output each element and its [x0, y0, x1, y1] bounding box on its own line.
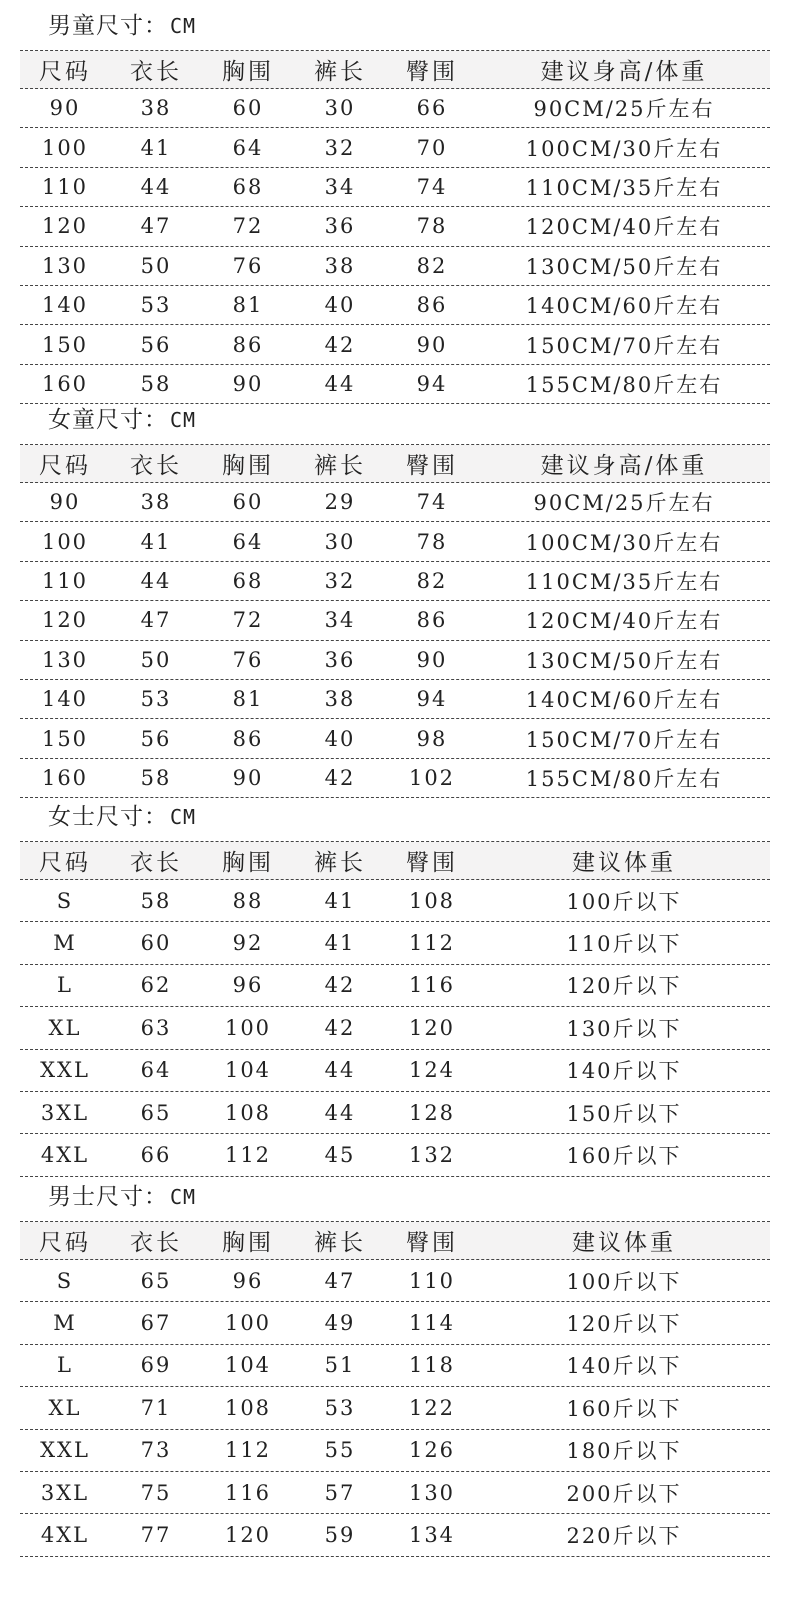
table-cell: 57	[324, 1480, 356, 1505]
table-row	[20, 1430, 770, 1472]
table-cell: 66	[140, 1143, 172, 1168]
table-cell: M	[53, 931, 77, 956]
header-cell: 衣长	[130, 1230, 182, 1256]
table-cell: 69	[140, 1353, 172, 1378]
table-cell: 40	[324, 293, 356, 318]
table-cell: 38	[324, 687, 356, 712]
table-cell: 130CM/50斤左右	[525, 254, 723, 279]
table-cell: 82	[416, 568, 448, 593]
table-row	[20, 286, 770, 325]
table-cell: 86	[232, 332, 264, 357]
table-cell: 116	[224, 1480, 272, 1505]
table-cell: 114	[408, 1311, 456, 1336]
table-cell: 122	[408, 1395, 456, 1420]
table-cell: 90	[416, 332, 448, 357]
table-cell: 65	[140, 1100, 172, 1125]
table-cell: 58	[140, 765, 172, 790]
table-cell: 42	[324, 332, 356, 357]
table-cell: 160斤以下	[566, 1144, 682, 1169]
table-cell: 60	[232, 96, 264, 121]
table-cell: 90	[232, 371, 264, 396]
table-cell: 128	[408, 1100, 456, 1125]
table-cell: 78	[416, 529, 448, 554]
header-cell: 胸围	[222, 59, 274, 85]
table-cell: 44	[324, 1058, 356, 1083]
table-cell: 67	[140, 1311, 172, 1336]
section-title	[48, 400, 196, 440]
table-cell: 40	[324, 726, 356, 751]
table-cell: 160	[41, 765, 89, 790]
section-title	[48, 6, 196, 46]
table-cell: 98	[416, 726, 448, 751]
table-cell: 70	[416, 135, 448, 160]
header-cell: 裤长	[314, 1230, 366, 1256]
table-cell: 74	[416, 174, 448, 199]
table-cell: 41	[324, 888, 356, 913]
table-header-row	[20, 445, 770, 483]
table-cell: 90	[416, 647, 448, 672]
table-row	[20, 1092, 770, 1134]
table-row	[20, 680, 770, 719]
table-cell: 47	[324, 1268, 356, 1293]
table-cell: 108	[408, 888, 456, 913]
table-cell: 45	[324, 1143, 356, 1168]
table-cell: 130	[408, 1480, 456, 1505]
table-cell: 124	[408, 1058, 456, 1083]
table-header-row	[20, 51, 770, 89]
table-cell: 55	[324, 1438, 356, 1463]
table-cell: 132	[408, 1143, 456, 1168]
table-cell: 4XL	[40, 1523, 90, 1548]
table-row	[20, 965, 770, 1007]
header-cell: 建议体重	[572, 850, 676, 876]
header-cell: 尺码	[39, 850, 91, 876]
table-cell: 86	[416, 293, 448, 318]
table-cell: S	[56, 1268, 74, 1293]
table-cell: 34	[324, 174, 356, 199]
table-cell: 56	[140, 332, 172, 357]
header-cell: 建议身高/体重	[540, 453, 708, 479]
table-cell: 112	[224, 1438, 272, 1463]
table-cell: 126	[408, 1438, 456, 1463]
table-cell: 30	[324, 529, 356, 554]
table-cell: 94	[416, 371, 448, 396]
header-cell: 臀围	[406, 453, 458, 479]
table-cell: 150斤以下	[566, 1101, 682, 1126]
table-cell: XXL	[40, 1438, 90, 1463]
table-cell: 44	[140, 568, 172, 593]
table-cell: 30	[324, 96, 356, 121]
header-cell: 臀围	[406, 850, 458, 876]
table-cell: 155CM/80斤左右	[525, 372, 723, 397]
table-cell: 44	[140, 174, 172, 199]
table-cell: 112	[408, 931, 456, 956]
table-cell: 64	[232, 135, 264, 160]
table-cell: 38	[140, 490, 172, 515]
table-cell: 150CM/70斤左右	[525, 727, 723, 752]
table-cell: 32	[324, 568, 356, 593]
table-cell: 53	[140, 687, 172, 712]
table-row	[20, 207, 770, 246]
table-cell: 200斤以下	[566, 1481, 682, 1506]
header-cell: 胸围	[222, 850, 274, 876]
table-cell: 116	[408, 973, 456, 998]
header-cell: 尺码	[39, 1230, 91, 1256]
table-row	[20, 89, 770, 128]
table-cell: 110	[408, 1268, 456, 1293]
table-row	[20, 1345, 770, 1387]
table-cell: 120	[41, 608, 89, 633]
table-cell: 86	[416, 608, 448, 633]
table-row	[20, 1260, 770, 1302]
table-cell: 120CM/40斤左右	[525, 609, 723, 634]
table-cell: 120CM/40斤左右	[525, 215, 723, 240]
size-table	[20, 841, 770, 1177]
table-cell: 90CM/25斤左右	[533, 491, 715, 516]
table-cell: 78	[416, 214, 448, 239]
table-cell: 100斤以下	[566, 1269, 682, 1294]
section-unit: CM	[170, 805, 197, 829]
table-cell: 160	[41, 371, 89, 396]
table-cell: 72	[232, 214, 264, 239]
section-title	[48, 797, 196, 837]
header-cell: 裤长	[314, 453, 366, 479]
table-cell: 100	[224, 1015, 272, 1040]
table-row	[20, 1472, 770, 1514]
header-cell: 臀围	[406, 1230, 458, 1256]
table-cell: 49	[324, 1311, 356, 1336]
table-cell: 104	[224, 1353, 272, 1378]
table-cell: 100	[41, 529, 89, 554]
table-cell: 110	[41, 568, 89, 593]
table-cell: 65	[140, 1268, 172, 1293]
header-cell: 建议身高/体重	[540, 59, 708, 85]
table-row	[20, 522, 770, 561]
table-cell: 3XL	[40, 1480, 90, 1505]
section-title-text: 女童尺寸：	[48, 407, 168, 433]
table-cell: 58	[140, 888, 172, 913]
size-table	[20, 1221, 770, 1557]
table-cell: 34	[324, 608, 356, 633]
table-cell: 68	[232, 568, 264, 593]
table-cell: 4XL	[40, 1143, 90, 1168]
section-title-text: 男士尺寸：	[48, 1184, 168, 1210]
header-cell: 裤长	[314, 850, 366, 876]
table-cell: 74	[416, 490, 448, 515]
table-cell: 36	[324, 647, 356, 672]
size-table	[20, 444, 770, 798]
table-row	[20, 325, 770, 364]
table-cell: 104	[224, 1058, 272, 1083]
table-cell: 150	[41, 726, 89, 751]
table-cell: 112	[224, 1143, 272, 1168]
table-cell: 140CM/60斤左右	[525, 294, 723, 319]
table-cell: 108	[224, 1100, 272, 1125]
table-cell: 42	[324, 1015, 356, 1040]
table-cell: 120	[408, 1015, 456, 1040]
table-cell: 29	[324, 490, 356, 515]
table-cell: 44	[324, 1100, 356, 1125]
table-cell: 140斤以下	[566, 1354, 682, 1379]
table-cell: 96	[232, 973, 264, 998]
table-row	[20, 365, 770, 404]
table-cell: L	[57, 1353, 73, 1378]
table-row	[20, 880, 770, 922]
table-cell: 51	[324, 1353, 356, 1378]
table-cell: 180斤以下	[566, 1439, 682, 1464]
table-cell: 42	[324, 973, 356, 998]
table-header-row	[20, 1222, 770, 1260]
table-cell: XL	[48, 1015, 82, 1040]
table-row	[20, 562, 770, 601]
size-table	[20, 50, 770, 404]
table-cell: 100	[224, 1311, 272, 1336]
table-cell: 38	[324, 253, 356, 278]
table-cell: 41	[324, 931, 356, 956]
table-cell: 120	[224, 1523, 272, 1548]
table-cell: 3XL	[40, 1100, 90, 1125]
table-row	[20, 1387, 770, 1429]
table-row	[20, 168, 770, 207]
header-cell: 衣长	[130, 453, 182, 479]
table-cell: XL	[48, 1395, 82, 1420]
table-row	[20, 759, 770, 798]
section-unit: CM	[170, 408, 197, 432]
header-cell: 衣长	[130, 850, 182, 876]
table-cell: 110CM/35斤左右	[525, 175, 723, 200]
table-cell: 60	[140, 931, 172, 956]
table-cell: 92	[232, 931, 264, 956]
table-cell: M	[53, 1311, 77, 1336]
table-cell: 108	[224, 1395, 272, 1420]
table-cell: 150CM/70斤左右	[525, 333, 723, 358]
section-unit: CM	[170, 1185, 197, 1209]
table-cell: 50	[140, 647, 172, 672]
table-cell: 100CM/30斤左右	[525, 530, 723, 555]
table-cell: 56	[140, 726, 172, 751]
table-cell: 86	[232, 726, 264, 751]
table-row	[20, 483, 770, 522]
table-row	[20, 719, 770, 758]
table-cell: 90	[49, 490, 81, 515]
table-cell: 71	[140, 1395, 172, 1420]
section-title	[48, 1177, 196, 1217]
table-cell: 120斤以下	[566, 1312, 682, 1337]
table-cell: 100	[41, 135, 89, 160]
header-cell: 尺码	[39, 59, 91, 85]
table-cell: 155CM/80斤左右	[525, 766, 723, 791]
table-cell: 63	[140, 1015, 172, 1040]
table-cell: 53	[324, 1395, 356, 1420]
table-cell: 130CM/50斤左右	[525, 648, 723, 673]
table-cell: 58	[140, 371, 172, 396]
table-cell: 64	[140, 1058, 172, 1083]
table-cell: 44	[324, 371, 356, 396]
table-cell: 62	[140, 973, 172, 998]
table-cell: 160斤以下	[566, 1396, 682, 1421]
table-cell: 82	[416, 253, 448, 278]
table-cell: 47	[140, 214, 172, 239]
table-cell: 120	[41, 214, 89, 239]
table-cell: 140斤以下	[566, 1059, 682, 1084]
table-row	[20, 1134, 770, 1176]
table-cell: S	[56, 888, 74, 913]
table-cell: 94	[416, 687, 448, 712]
table-cell: L	[57, 973, 73, 998]
table-cell: 73	[140, 1438, 172, 1463]
table-cell: 64	[232, 529, 264, 554]
section-title-text: 男童尺寸：	[48, 13, 168, 39]
header-cell: 尺码	[39, 453, 91, 479]
section-unit: CM	[170, 14, 197, 38]
table-cell: 110斤以下	[566, 932, 682, 957]
table-cell: XXL	[40, 1058, 90, 1083]
table-cell: 140CM/60斤左右	[525, 688, 723, 713]
table-cell: 88	[232, 888, 264, 913]
section-title-text: 女士尺寸：	[48, 804, 168, 830]
table-cell: 134	[408, 1523, 456, 1548]
table-cell: 81	[232, 293, 264, 318]
table-row	[20, 922, 770, 964]
table-cell: 32	[324, 135, 356, 160]
header-cell: 裤长	[314, 59, 366, 85]
table-cell: 120斤以下	[566, 974, 682, 999]
table-cell: 96	[232, 1268, 264, 1293]
table-cell: 76	[232, 253, 264, 278]
table-cell: 140	[41, 687, 89, 712]
table-cell: 66	[416, 96, 448, 121]
table-cell: 90	[49, 96, 81, 121]
table-cell: 53	[140, 293, 172, 318]
table-cell: 76	[232, 647, 264, 672]
table-cell: 59	[324, 1523, 356, 1548]
table-row	[20, 128, 770, 167]
table-cell: 41	[140, 135, 172, 160]
table-cell: 41	[140, 529, 172, 554]
table-cell: 90	[232, 765, 264, 790]
table-cell: 50	[140, 253, 172, 278]
header-cell: 胸围	[222, 453, 274, 479]
table-cell: 77	[140, 1523, 172, 1548]
table-cell: 81	[232, 687, 264, 712]
table-cell: 72	[232, 608, 264, 633]
table-cell: 60	[232, 490, 264, 515]
table-row	[20, 247, 770, 286]
table-cell: 100CM/30斤左右	[525, 136, 723, 161]
table-cell: 90CM/25斤左右	[533, 97, 715, 122]
table-cell: 42	[324, 765, 356, 790]
header-cell: 臀围	[406, 59, 458, 85]
table-row	[20, 1514, 770, 1556]
table-cell: 38	[140, 96, 172, 121]
table-cell: 36	[324, 214, 356, 239]
table-row	[20, 1302, 770, 1344]
table-cell: 130	[41, 253, 89, 278]
table-cell: 47	[140, 608, 172, 633]
table-cell: 150	[41, 332, 89, 357]
header-cell: 衣长	[130, 59, 182, 85]
table-row	[20, 641, 770, 680]
header-cell: 建议体重	[572, 1230, 676, 1256]
table-cell: 100斤以下	[566, 889, 682, 914]
table-header-row	[20, 842, 770, 880]
table-cell: 102	[408, 765, 456, 790]
table-cell: 68	[232, 174, 264, 199]
header-cell: 胸围	[222, 1230, 274, 1256]
table-cell: 220斤以下	[566, 1524, 682, 1549]
table-row	[20, 601, 770, 640]
table-cell: 75	[140, 1480, 172, 1505]
table-cell: 130	[41, 647, 89, 672]
table-cell: 140	[41, 293, 89, 318]
table-cell: 118	[408, 1353, 456, 1378]
table-row	[20, 1007, 770, 1049]
table-cell: 130斤以下	[566, 1016, 682, 1041]
table-cell: 110CM/35斤左右	[525, 569, 723, 594]
table-cell: 110	[41, 174, 89, 199]
table-row	[20, 1050, 770, 1092]
